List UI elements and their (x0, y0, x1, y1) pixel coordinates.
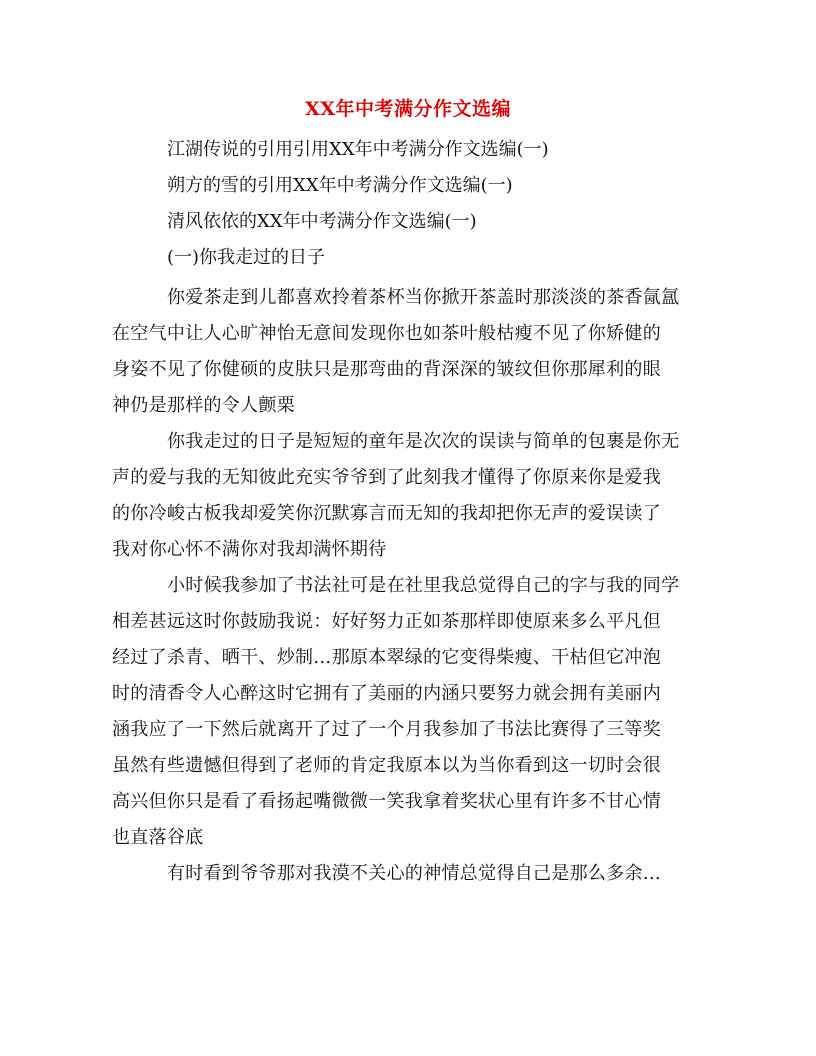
article-body (112, 280, 712, 892)
paragraph-line: 高兴但你只是看了看扬起嘴微微一笑我拿着奖状心里有许多不甘心情 (112, 791, 661, 812)
section-heading: (一)你我走过的日子 (167, 247, 326, 268)
paragraph-1 (112, 280, 712, 424)
paragraph-line: 有时看到爷爷那对我漠不关心的神情总觉得自己是那么多余… (167, 863, 662, 884)
paragraph-line: 经过了杀青、晒干、炒制…那原本翠绿的它变得柴瘦、干枯但它冲泡 (112, 647, 661, 668)
paragraph-line: 你爱茶走到儿都喜欢拎着茶杯当你掀开茶盖时那淡淡的茶香氤氲 (167, 287, 680, 308)
paragraph-line: 虽然有些遗憾但得到了老师的肯定我原本以为当你看到这一切时会很 (112, 755, 661, 776)
header-line: 江湖传说的引用引用XX年中考满分作文选编(一) (167, 139, 549, 160)
paragraph-line: 神仍是那样的令人颤栗 (112, 395, 295, 416)
paragraph-line: 在空气中让人心旷神怡无意间发现你也如茶叶般枯瘦不见了你矫健的 (112, 323, 661, 344)
paragraph-line: 相差甚远这时你鼓励我说：好好努力正如茶那样即使原来多么平凡但 (112, 611, 661, 632)
paragraph-line: 的你冷峻古板我却爱笑你沉默寡言而无知的我却把你无声的爱误读了 (112, 503, 661, 524)
document-title: XX年中考满分作文选编 (305, 98, 511, 120)
header-lines (112, 132, 712, 276)
paragraph-4 (112, 856, 712, 892)
header-line: 清风依依的XX年中考满分作文选编(一) (167, 211, 477, 232)
paragraph-line: 你我走过的日子是短短的童年是次次的误读与简单的包裹是你无 (167, 431, 680, 452)
paragraph-line: 我对你心怀不满你对我却满怀期待 (112, 539, 387, 560)
header-line: 朔方的雪的引用XX年中考满分作文选编(一) (167, 175, 513, 196)
paragraph-line: 涵我应了一下然后就离开了过了一个月我参加了书法比赛得了三等奖 (112, 719, 661, 740)
paragraph-line: 身姿不见了你健硕的皮肤只是那弯曲的背深深的皱纹但你那犀利的眼 (112, 359, 661, 380)
paragraph-2 (112, 424, 712, 568)
paragraph-line: 也直落谷底 (112, 827, 204, 848)
paragraph-3 (112, 568, 712, 856)
paragraph-line: 小时候我参加了书法社可是在社里我总觉得自己的字与我的同学 (167, 575, 680, 596)
paragraph-line: 时的清香令人心醉这时它拥有了美丽的内涵只要努力就会拥有美丽内 (112, 683, 661, 704)
paragraph-line: 声的爱与我的无知彼此充实爷爷到了此刻我才懂得了你原来你是爱我 (112, 467, 661, 488)
